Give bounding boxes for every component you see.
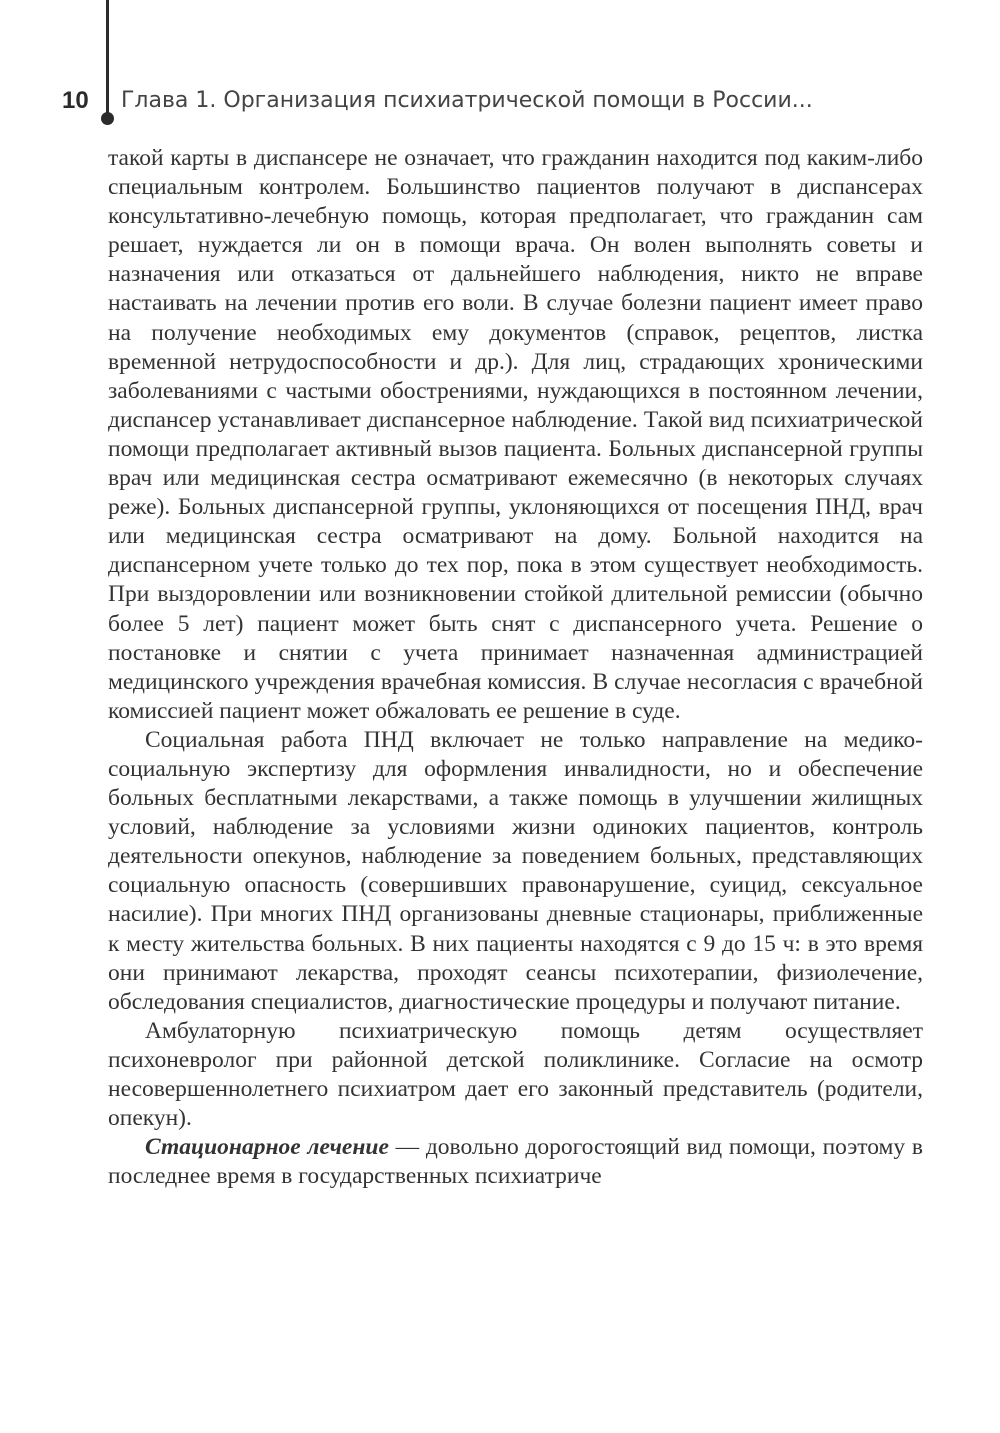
body-paragraph-1: такой карты в диспансере не означает, что гражданин находится под каким-либо специальным контролем. Большинство пациентов получают в диспансерах консультативно-лечебную помощь, которая предполагает, что гражданин сам решает, нуждается ли он в помощи врача. Он волен выполнять советы и назначения или отказаться от дальнейшего наблюдения, никто не вправе настаивать на лечении против его воли. В случае болезни пациент имеет право на получение необходимых ему документов (справок, рецептов, листка временной нетрудоспособности и др.). Для лиц, страдающих хроническими заболеваниями с частыми обострениями, нуждающихся в постоянном лечении, диспансер устанавливает диспансерное наблюдение. Такой вид психиатрической помощи предполагает активный вызов пациента. Больных диспансерной группы врач или медицинская сестра осматривают ежемесячно (в некоторых случаях реже). Больных диспансерной группы, уклоняющихся от посещения ПНД, врач или медицинская сестра осматривают на дому. Больной находится на диспансерном учете только до тех пор, пока в этом существует необходимость. При выздоровлении или возникновении стойкой длительной ремиссии (обычно более 5 лет) пациент может быть снят с диспансерного учета. Решение о постановке и снятии с учета принимает назначенная администрацией медицинского учреждения врачебная комиссия. В случае несогласия с врачебной комиссией пациент может обжаловать ее решение в суде. <box>108 145 923 724</box>
chapter-running-head: Глава 1. Организация психиатрической помощи в России... <box>121 88 813 113</box>
body-paragraph-2: Социальная работа ПНД включает не только направление на медико-социальную экспертизу для оформления инвалидности, но и обеспечение больных бесплатными лекарствами, а также помощь в улучшении жилищных условий, наблюдение за условиями жизни одиноких пациентов, контроль деятельности опекунов, наблюдение за поведением больных, представляющих социальную опасность (совершивших правонарушение, суицид, сексуальное насилие). При многих ПНД организованы дневные стационары, приближенные к месту жительства больных. В них пациенты находятся с 9 до 15 ч: в это время они принимают лекарства, проходят сеансы психотерапии, физиолечение, обследования специалистов, диагностические процедуры и получают питание. <box>108 726 923 1015</box>
inpatient-treatment-term: Стационарное лечение <box>145 1134 389 1161</box>
body-paragraph-4 <box>108 1133 923 1191</box>
page-body <box>108 144 923 1191</box>
body-paragraph-4-text: — довольно дорогостоящий вид помощи, поэтому в последнее время в государственных психиатриче <box>108 1134 923 1190</box>
page-number: 10 <box>62 87 89 114</box>
header-rule-dot <box>101 112 114 125</box>
body-paragraph-3: Амбулаторную психиатрическую помощь детям осуществляет психоневролог при районной детской поликлинике. Согласие на осмотр несовершеннолетнего психиатром дает его законный представитель (родители, опекун). <box>108 1017 923 1132</box>
header-vertical-rule <box>106 0 109 121</box>
